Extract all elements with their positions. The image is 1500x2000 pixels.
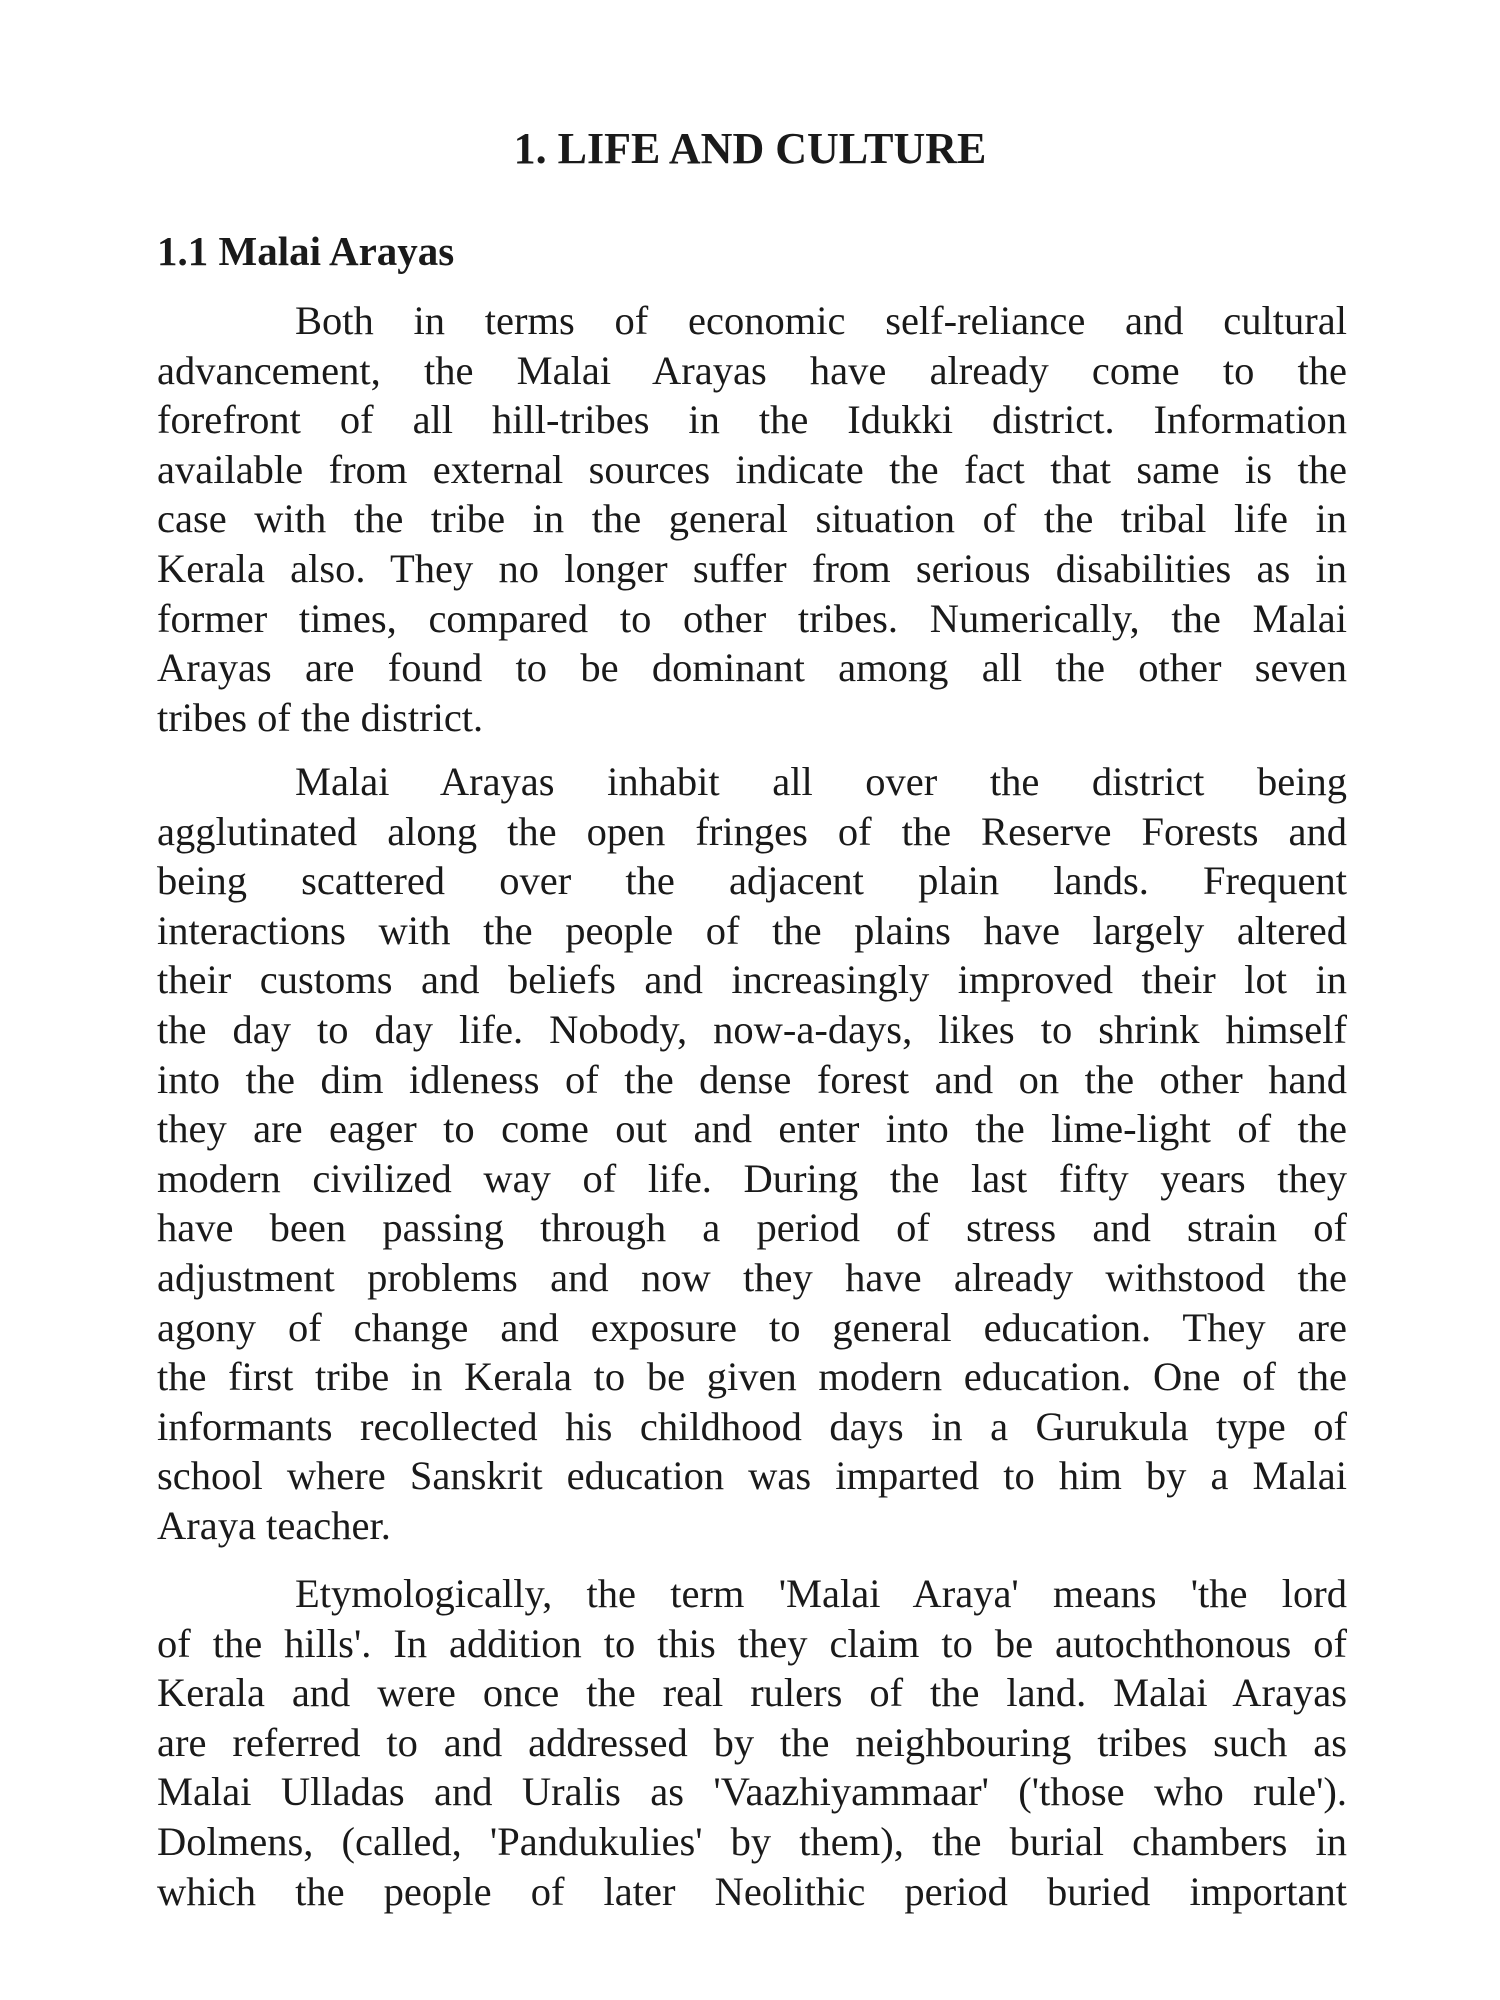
paragraph-line: Kerala and were once the real rulers of the land. Malai Arayas [157,1670,1347,1716]
chapter-title: 1. LIFE AND CULTURE [513,124,987,173]
paragraph-line: being scattered over the adjacent plain lands. Frequent [157,858,1347,904]
paragraph-3 [157,1569,1347,1916]
paragraph-line: agglutinated along the open fringes of the Reserve Forests and [157,808,1347,854]
paragraph-line: former times, compared to other tribes. Numerically, the Malai [157,595,1347,641]
paragraph-2 [157,757,1347,1551]
paragraph-line: adjustment problems and now they have already withstood the [157,1254,1347,1300]
paragraph-line: their customs and beliefs and increasingly improved their lot in [157,957,1347,1003]
paragraph-line: interactions with the people of the plains have largely altered [157,907,1347,953]
paragraph-line: school where Sanskrit education was imparted to him by a Malai [157,1453,1347,1499]
paragraph-line: which the people of later Neolithic period buried important [157,1868,1347,1914]
paragraph-line: case with the tribe in the general situation of the tribal life in [157,496,1347,542]
paragraph-line: Dolmens, (called, 'Pandukulies' by them), the burial chambers in [157,1818,1347,1864]
paragraph-1 [157,296,1347,742]
paragraph-line: forefront of all hill-tribes in the Idukki district. Information [157,397,1347,443]
paragraph-line: have been passing through a period of stress and strain of [157,1205,1347,1251]
paragraph-line: are referred to and addressed by the neighbouring tribes such as [157,1719,1347,1765]
section-heading: 1.1 Malai Arayas [157,228,455,274]
paragraph-line: informants recollected his childhood days in a Gurukula type of [157,1403,1347,1449]
paragraph-line: Kerala also. They no longer suffer from serious disabilities as in [157,545,1347,591]
paragraph-line: Etymologically, the term 'Malai Araya' means 'the lord [295,1571,1347,1616]
paragraph-line: of the hills'. In addition to this they claim to be autochthonous of [157,1620,1347,1666]
paragraph-line: modern civilized way of life. During the last fifty years they [157,1155,1347,1201]
paragraph-line: available from external sources indicate the fact that same is the [157,446,1347,492]
paragraph-line: tribes of the district. [157,694,484,740]
paragraph-line: the first tribe in Kerala to be given modern education. One of the [157,1354,1347,1400]
paragraph-line: advancement, the Malai Arayas have already come to the [157,347,1347,393]
paragraph-line: the day to day life. Nobody, now-a-days, likes to shrink himself [157,1006,1347,1052]
paragraph-line: Arayas are found to be dominant among all the other seven [157,645,1347,691]
paragraph-line: Both in terms of economic self-reliance and cultural [295,298,1347,343]
paragraph-line: Araya teacher. [157,1502,391,1548]
paragraph-line: Malai Arayas inhabit all over the district being [295,759,1347,804]
paragraph-line: Malai Ulladas and Uralis as 'Vaazhiyammaar' ('those who rule'). [157,1769,1347,1815]
paragraph-line: agony of change and exposure to general education. They are [157,1304,1347,1350]
paragraph-line: they are eager to come out and enter into the lime-light of the [157,1106,1347,1152]
paragraph-line: into the dim idleness of the dense forest and on the other hand [157,1056,1347,1102]
